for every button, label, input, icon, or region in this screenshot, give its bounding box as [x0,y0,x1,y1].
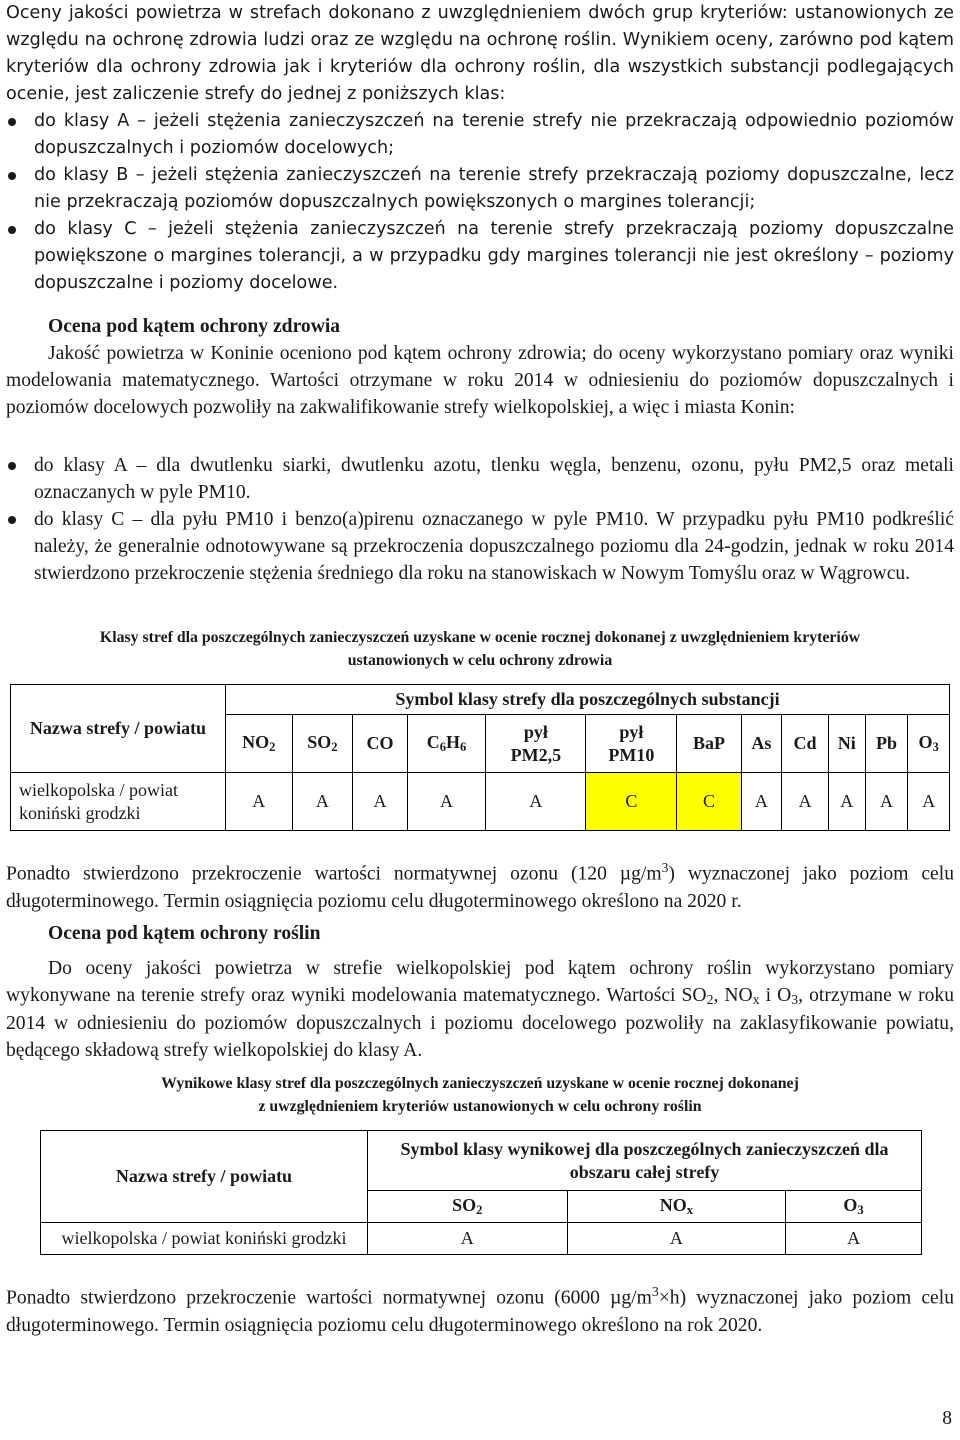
health-paragraph: Jakość powietrza w Koninie oceniono pod kątem ochrony zdrowia; do oceny wykorzystano pomiary oraz wyniki modelowania matematycznego. Wartości otrzymane w roku 2014 w odniesieniu do poziomów dopuszczalnych i poziomów docelowych pozwoliły na zakwalifikowanie strefy wielkopolskiej, a więc i miasta Konin: [6,343,954,418]
cell-class: A [828,773,865,831]
column-header-pb: Pb [865,715,908,773]
cell-class: A [865,773,908,831]
cell-class: A [353,773,407,831]
health-table-caption: Klasy stref dla poszczególnych zanieczyszczeń uzyskane w ocenie rocznej dokonanej z uwzględnieniem kryteriów ustanowionych w celu ochrony zdrowia [99,629,861,669]
column-header-so2: $SO_2$ [292,715,353,773]
column-header-o3: $O_3$ [908,715,950,773]
list-item: do klasy C – jeżeli stężenia zanieczyszczeń na terenie strefy przekraczają poziomy dopuszczalne powiększone o margines tolerancji, a w przypadku gdy margines tolerancji nie jest określony – poziomy dopuszczalne i poziomy docelowe. [6,216,954,297]
column-header-so2: $SO_2$ [368,1191,568,1223]
cell-class: A [567,1223,786,1255]
bullet-icon [8,462,16,470]
column-group-header: Symbol klasy wynikowej dla poszczególnych zanieczyszczeń dla obszaru całej strefy [368,1131,922,1191]
column-header-bap: BaP [677,715,741,773]
cell-class: A [486,773,586,831]
bullet-icon [8,172,16,180]
cell-class: A [226,773,293,831]
section-heading-health: Ocena pod kątem ochrony zdrowia [48,316,341,337]
plants-table-caption: Wynikowe klasy stref dla poszczególnych zanieczyszczeń uzyskane w ocenie rocznej dokonanej z uwzględnieniem kryteriów ustanowionych w celu ochrony roślin [161,1075,799,1115]
table-row [11,773,950,831]
cell-class: A [782,773,829,831]
column-header-o3: $O_3$ [786,1191,922,1223]
column-header-co: CO [353,715,407,773]
list-item: do klasy C – dla pyłu PM10 i benzo(a)pirenu oznaczanego w pyle PM10. W przypadku pyłu PM10 podkreślić należy, że generalnie odnotowywane są przekroczenia dopuszczalnego poziomu dla 24-godzin, jednak w roku 2014 stwierdzono przekroczenie stężenia średniego dla roku na stanowiskach w Nowym Tomyślu oraz w Wągrowcu. [6,506,954,587]
cell-class-highlighted: C [586,773,677,831]
bullet-icon [8,118,16,126]
list-item: do klasy B – jeżeli stężenia zanieczyszczeń na terenie strefy przekraczają poziomy dopuszczalne, lecz nie przekraczają poziomów dopuszczalnych powiększonych o margines tolerancji; [6,162,954,216]
column-header-zone: Nazwa strefy / powiatu [41,1131,368,1223]
health-ozone-note: Ponadto stwierdzono przekroczenie wartości normatywnej ozonu (120 $\mu g/m^3$) wyznaczonej jako poziom celu długoterminowego. Termin osiągnięcia poziomu celu długoterminowego określono na 2020 r. [6,860,954,912]
cell-class: A [407,773,486,831]
plants-class-table [40,1130,922,1255]
section-heading-plants: Ocena pod kątem ochrony roślin [48,923,321,944]
class-definitions-list [6,108,954,297]
cell-class-highlighted: C [677,773,741,831]
column-group-header: Symbol klasy strefy dla poszczególnych substancji [226,685,950,715]
plants-paragraph: Do oceny jakości powietrza w strefie wielkopolskiej pod kątem ochrony roślin wykorzystano pomiary wykonywane na terenie strefy oraz wyniki modelowania matematycznego. Wartości $SO_2$, $NO_x$ i $O_3$, otrzymane w roku 2014 w odniesieniu do poziomów dopuszczalnych i poziomu docelowego pozwoliły na zaklasyfikowanie powiatu, będącego składową strefy wielkopolskiej do klasy A. [6,958,954,1061]
page-number: 8 [942,1408,952,1429]
bullet-icon [8,516,16,524]
plants-ozone-note: Ponadto stwierdzono przekroczenie wartości normatywnej ozonu (6000 $\mu g/m^3\times h$) wyznaczonej jako poziom celu długoterminowego. Termin osiągnięcia poziomu celu długoterminowego określono na rok 2020. [6,1284,954,1336]
column-header-as: As [741,715,782,773]
bullet-icon [8,226,16,234]
column-header-pm25: pył PM2,5 [486,715,586,773]
table-row [41,1223,922,1255]
column-header-nox: $NO_x$ [567,1191,786,1223]
list-item: do klasy A – jeżeli stężenia zanieczyszczeń na terenie strefy nie przekraczają odpowiednio poziomów dopuszczalnych i poziomów docelowych; [6,108,954,162]
cell-class: A [786,1223,922,1255]
health-results-list [6,452,954,587]
cell-class: A [292,773,353,831]
cell-class: A [368,1223,568,1255]
column-header-cd: Cd [782,715,829,773]
column-header-c6h6: $C_6H_6$ [407,715,486,773]
row-zone-name: wielkopolska / powiat koniński grodzki [41,1223,368,1255]
row-zone-name: wielkopolska / powiat koniński grodzki [11,773,226,831]
health-class-table [10,684,950,831]
cell-class: A [741,773,782,831]
intro-paragraph: Oceny jakości powietrza w strefach dokonano z uwzględnieniem dwóch grup kryteriów: ustanowionych ze względu na ochronę zdrowia ludzi oraz ze względu na ochronę roślin. Wynikiem oceny, zarówno pod kątem kryteriów dla ochrony zdrowia jak i kryteriów dla ochrony roślin, dla wszystkich substancji podlegających ocenie, jest zaliczenie strefy do jednej z poniższych klas: [6,3,954,104]
cell-class: A [908,773,950,831]
column-header-ni: Ni [828,715,865,773]
column-header-zone: Nazwa strefy / powiatu [11,685,226,773]
column-header-pm10: pył PM10 [586,715,677,773]
list-item: do klasy A – dla dwutlenku siarki, dwutlenku azotu, tlenku węgla, benzenu, ozonu, pyłu PM2,5 oraz metali oznaczanych w pyle PM10. [6,452,954,506]
column-header-no2: $NO_2$ [226,715,293,773]
